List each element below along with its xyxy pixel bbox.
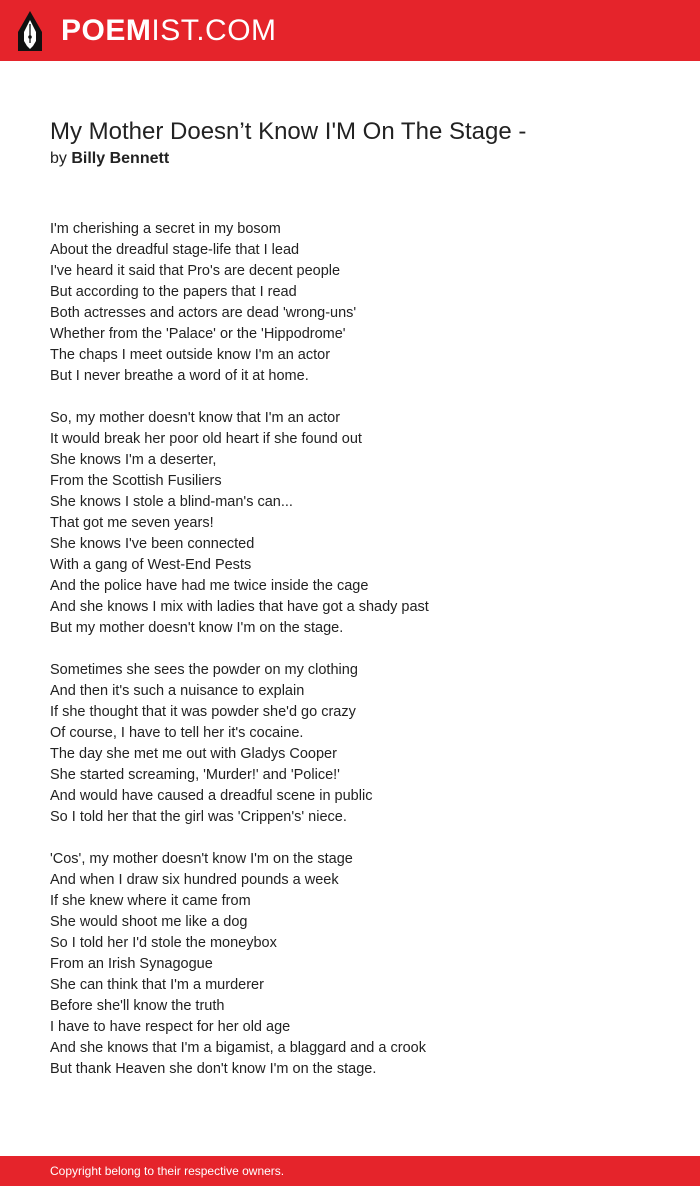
poem-line: If she thought that it was powder she'd go crazy (50, 704, 356, 720)
site-header (0, 0, 700, 61)
poem-line: So I told her I'd stole the moneybox (50, 935, 277, 951)
poem-stanza (50, 849, 670, 1080)
poem-line: So I told her that the girl was 'Crippen's' niece. (50, 809, 347, 825)
poem-line: And she knows I mix with ladies that have got a shady past (50, 599, 429, 615)
poem-line: That got me seven years! (50, 515, 214, 531)
poem-line: And when I draw six hundred pounds a week (50, 872, 339, 888)
poem-stanza (50, 660, 670, 828)
logo-bold-text: POEM (61, 14, 152, 47)
poem-line: But my mother doesn't know I'm on the stage. (50, 620, 344, 636)
poem-line: But according to the papers that I read (50, 284, 297, 300)
poem-line: But I never breathe a word of it at home. (50, 368, 309, 384)
byline (50, 149, 169, 169)
poem-line: From the Scottish Fusiliers (50, 473, 222, 489)
copyright-text: Copyright belong to their respective owners. (50, 1164, 285, 1178)
by-label: by (50, 150, 67, 167)
author-name[interactable]: Billy Bennett (71, 150, 170, 167)
poem-line: If she knew where it came from (50, 893, 251, 909)
poem-line: She knows I've been connected (50, 536, 255, 552)
poem-line: Before she'll know the truth (50, 998, 225, 1014)
poem-line: I have to have respect for her old age (50, 1019, 291, 1035)
site-logo[interactable] (17, 10, 277, 52)
poem-line: Whether from the 'Palace' or the 'Hippodrome' (50, 326, 346, 342)
poem-line: 'Cos', my mother doesn't know I'm on the stage (50, 851, 353, 867)
poem-line: Sometimes she sees the powder on my clothing (50, 662, 358, 678)
poem-line: The day she met me out with Gladys Cooper (50, 746, 337, 762)
poem-line: I've heard it said that Pro's are decent people (50, 263, 341, 279)
poem-stanza (50, 219, 670, 387)
poem-line: She knows I'm a deserter, (50, 452, 217, 468)
poem-line: And the police have had me twice inside the cage (50, 578, 369, 594)
poem-line: It would break her poor old heart if she found out (50, 431, 362, 447)
poem-body (50, 219, 670, 1101)
logo-wordmark (61, 10, 277, 52)
poem-line: With a gang of West-End Pests (50, 557, 252, 573)
poem-line: I'm cherishing a secret in my bosom (50, 221, 281, 237)
poem-line: So, my mother doesn't know that I'm an actor (50, 410, 341, 426)
poem-line: And would have caused a dreadful scene in public (50, 788, 373, 804)
site-footer (0, 1156, 700, 1186)
poem-line: About the dreadful stage-life that I lead (50, 242, 300, 258)
poem-line: And she knows that I'm a bigamist, a blaggard and a crook (50, 1040, 426, 1056)
poem-line: She knows I stole a blind-man's can... (50, 494, 293, 510)
poem-line: She started screaming, 'Murder!' and 'Police!' (50, 767, 340, 783)
poem-line: And then it's such a nuisance to explain (50, 683, 305, 699)
pen-nib-icon (17, 10, 43, 52)
poem-line: She can think that I'm a murderer (50, 977, 264, 993)
poem-line: The chaps I meet outside know I'm an actor (50, 347, 331, 363)
poem-line: Both actresses and actors are dead 'wrong-uns' (50, 305, 357, 321)
poem-line: She would shoot me like a dog (50, 914, 248, 930)
poem-line: But thank Heaven she don't know I'm on the stage. (50, 1061, 377, 1077)
poem-title: My Mother Doesn’t Know I'M On The Stage - (50, 118, 527, 145)
logo-thin-text: IST.COM (151, 14, 277, 47)
poem-stanza (50, 408, 670, 639)
poem-line: Of course, I have to tell her it's cocaine. (50, 725, 304, 741)
poem-line: From an Irish Synagogue (50, 956, 213, 972)
